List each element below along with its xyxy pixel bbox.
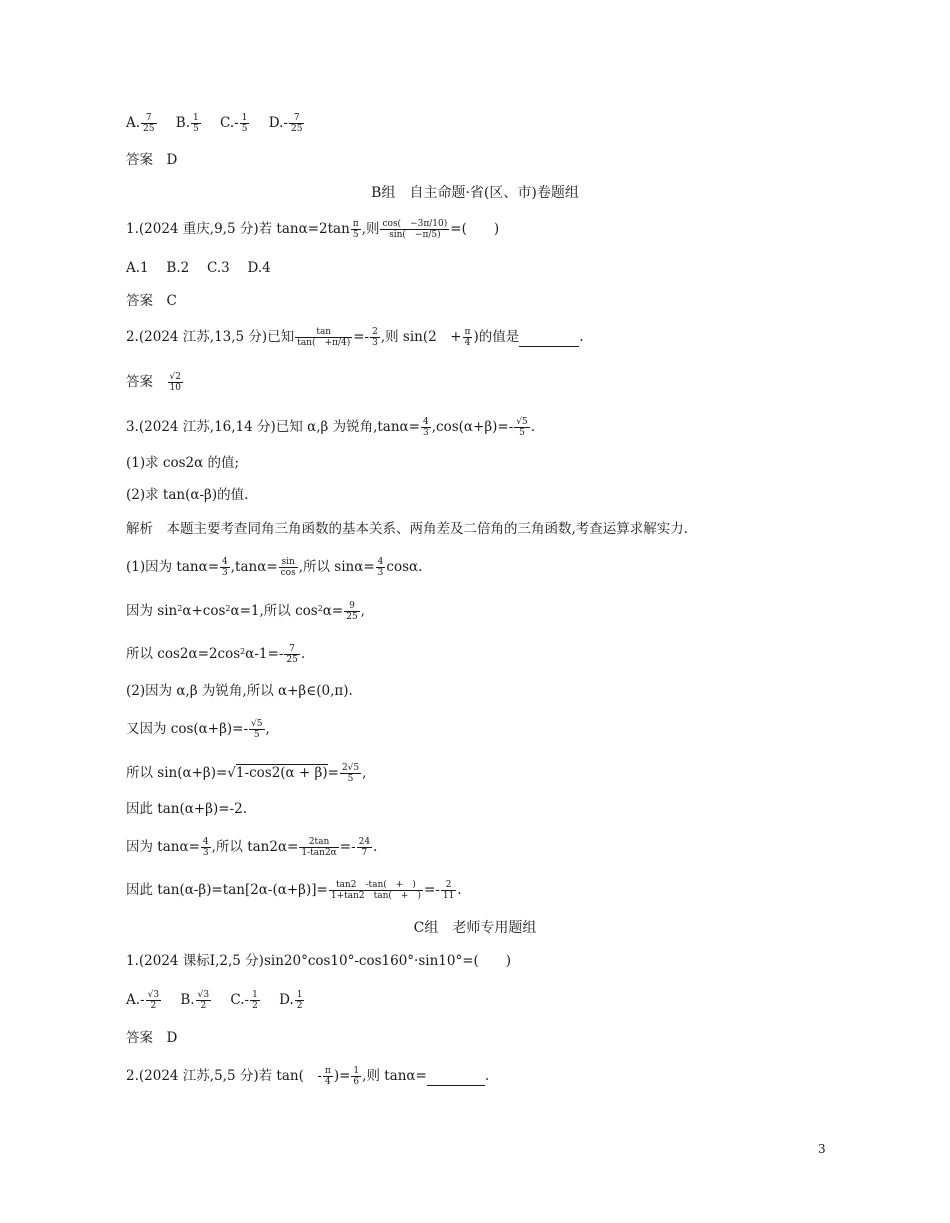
fraction: $\frac{4}{3}$	[222, 557, 228, 578]
solution-line-8: 因为 tanα= $\frac{4}{3}$ ,所以 tan2α= $\frac{2\tan}{1-\tan 2\alpha}$ =- $\frac{24}{7}$ .	[126, 837, 378, 858]
fraction: $\frac{1}{2}$	[252, 990, 258, 1011]
fraction: $\frac{\tan}{\tan( +\pi/4)}$	[297, 327, 351, 348]
solution-line-5: 又因为 cos(α+β)=- $\frac{√5}{5}$ ,	[126, 719, 270, 740]
question-b3: 3.(2024 江苏,16,14 分)已知 α,β 为锐角,tanα= $\frac{4}{3}$ ,cos(α+β)=- $\frac{√5}{5}$ .	[126, 417, 536, 438]
fraction: $\frac{\tan 2 -\tan( + )}{1+\tan 2 \tan( + )}$	[330, 880, 421, 901]
fraction: $\frac{2}{11}$	[442, 880, 455, 901]
section-title-c: C组 老师专用题组	[413, 920, 537, 936]
choice-a: A.- $\frac{√3}{2}$	[126, 990, 160, 1011]
choices-c1	[126, 990, 305, 1011]
choice-d: D. $\frac{1}{2}$	[279, 990, 303, 1011]
fraction: $\frac{\cos( -3\pi/10)}{\sin( -\pi/5)}$	[382, 219, 448, 240]
answer-blank[interactable]	[519, 328, 579, 347]
choice-c: C.- $\frac{1}{2}$	[230, 990, 258, 1011]
answer-blank[interactable]	[427, 1067, 485, 1086]
choice-c: C.- $\frac{1}{5}$	[220, 113, 248, 134]
solution-line-2: 因为 $\sin^2\alpha+\cos^2\alpha=1$,所以 $\cos^2\alpha=$ $\frac{9}{25}$ ,	[126, 601, 365, 622]
fraction: $\frac{\pi}{4}$	[464, 327, 471, 348]
solution-line-7: 因此 tan(α+β)=-2.	[126, 801, 247, 817]
choice-d: D.- $\frac{7}{25}$	[268, 113, 303, 134]
fraction: $\frac{7}{25}$	[286, 644, 298, 665]
answer-b1: 答案 C	[126, 293, 177, 309]
choices-row-top	[126, 113, 305, 134]
choices-b1: A.1 B.2 C.3 D.4	[126, 260, 271, 276]
solution-line-4: (2)因为 α,β 为锐角,所以 α+β∈(0,π).	[126, 683, 353, 699]
fraction: $\frac{√2}{10}$	[169, 372, 181, 393]
part-2: (2)求 tan(α-β)的值.	[126, 487, 249, 503]
fraction: $\frac{4}{3}$	[377, 557, 384, 578]
question-c1: 1.(2024 课标Ⅰ,2,5 分)sin20°cos10°-cos160°·sin10°=( )	[126, 953, 512, 969]
analysis: 解析 本题主要考查同角三角函数的基本关系、两角差及二倍角的三角函数,考查运算求解实力.	[126, 521, 689, 537]
question-b1: 1.(2024 重庆,9,5 分)若 tanα=2tan $\frac{\pi}{5}$ ,则 $\frac{\cos( -3\pi/10)}{\sin( -\pi/5)}$ =( )	[126, 219, 500, 240]
fraction: $\frac{9}{25}$	[346, 601, 358, 622]
answer-c1: 答案 D	[126, 1030, 178, 1046]
fraction: $\frac{√5}{5}$	[516, 417, 528, 438]
choice-b: B. $\frac{√3}{2}$	[180, 990, 210, 1011]
solution-line-1: (1)因为 tanα= $\frac{4}{3}$ ,tanα= $\frac{\sin}{\cos}$ ,所以 sinα= $\frac{4}{3}$ cosα.	[126, 557, 423, 578]
fraction: $\frac{24}{7}$	[358, 837, 371, 858]
choice-a: A. $\frac{7}{25}$	[126, 113, 155, 134]
section-title-b: B组 自主命题·省(区、市)卷题组	[371, 185, 579, 201]
question-c2: 2.(2024 江苏,5,5 分)若 tan( - $\frac{\pi}{4}$ )= $\frac{1}{6}$ ,则 tanα= .	[126, 1066, 490, 1087]
part-1: (1)求 cos2α 的值;	[126, 455, 240, 471]
fraction: $\frac{1}{5}$	[193, 113, 199, 134]
fraction: $\frac{4}{3}$	[202, 837, 209, 858]
fraction: $\frac{2}{3}$	[372, 327, 378, 348]
fraction: $\frac{7}{25}$	[143, 113, 155, 134]
answer-b2: 答案 $\frac{√2}{10}$	[126, 372, 181, 393]
choice-b: B. $\frac{1}{5}$	[175, 113, 199, 134]
fraction: $\frac{\sin}{\cos}$	[280, 557, 296, 578]
fraction: $\frac{√3}{2}$	[147, 990, 160, 1011]
fraction: $\frac{√5}{5}$	[251, 719, 263, 740]
fraction: $\frac{1}{5}$	[241, 113, 248, 134]
solution-line-3: 所以 $\cos 2\alpha=2\cos^2\alpha-1=-$ $\frac{7}{25}$ .	[126, 644, 306, 665]
page-number: 3	[818, 1142, 826, 1156]
fraction: $\frac{2√5}{5}$	[341, 763, 360, 784]
question-b2: 2.(2024 江苏,13,5 分)已知 $\frac{\tan}{\tan( +\pi/4)}$ =- $\frac{2}{3}$ ,则 sin(2 + $\frac{\pi}{4}$ )的值是 .	[126, 327, 584, 348]
fraction: $\frac{1}{6}$	[353, 1066, 360, 1087]
fraction: $\frac{√3}{2}$	[197, 990, 210, 1011]
solution-line-6: 所以 sin(α+β)=√1-cos2(α + β)= $\frac{2√5}{5}$ ,	[126, 763, 367, 784]
answer-top: 答案 D	[126, 152, 178, 168]
fraction: $\frac{4}{3}$	[422, 417, 429, 438]
fraction: $\frac{2\tan}{1-\tan 2\alpha}$	[301, 837, 337, 858]
solution-line-9: 因此 tan(α-β)=tan[2α-(α+β)]= $\frac{\tan 2 -\tan( + )}{1+\tan 2 \tan( + )}$ =- $\frac{2}{11}$ .	[126, 880, 462, 901]
fraction: $\frac{1}{2}$	[296, 990, 303, 1011]
fraction: $\frac{7}{25}$	[290, 113, 303, 134]
fraction: $\frac{\pi}{5}$	[352, 219, 359, 240]
fraction: $\frac{\pi}{4}$	[324, 1066, 331, 1087]
